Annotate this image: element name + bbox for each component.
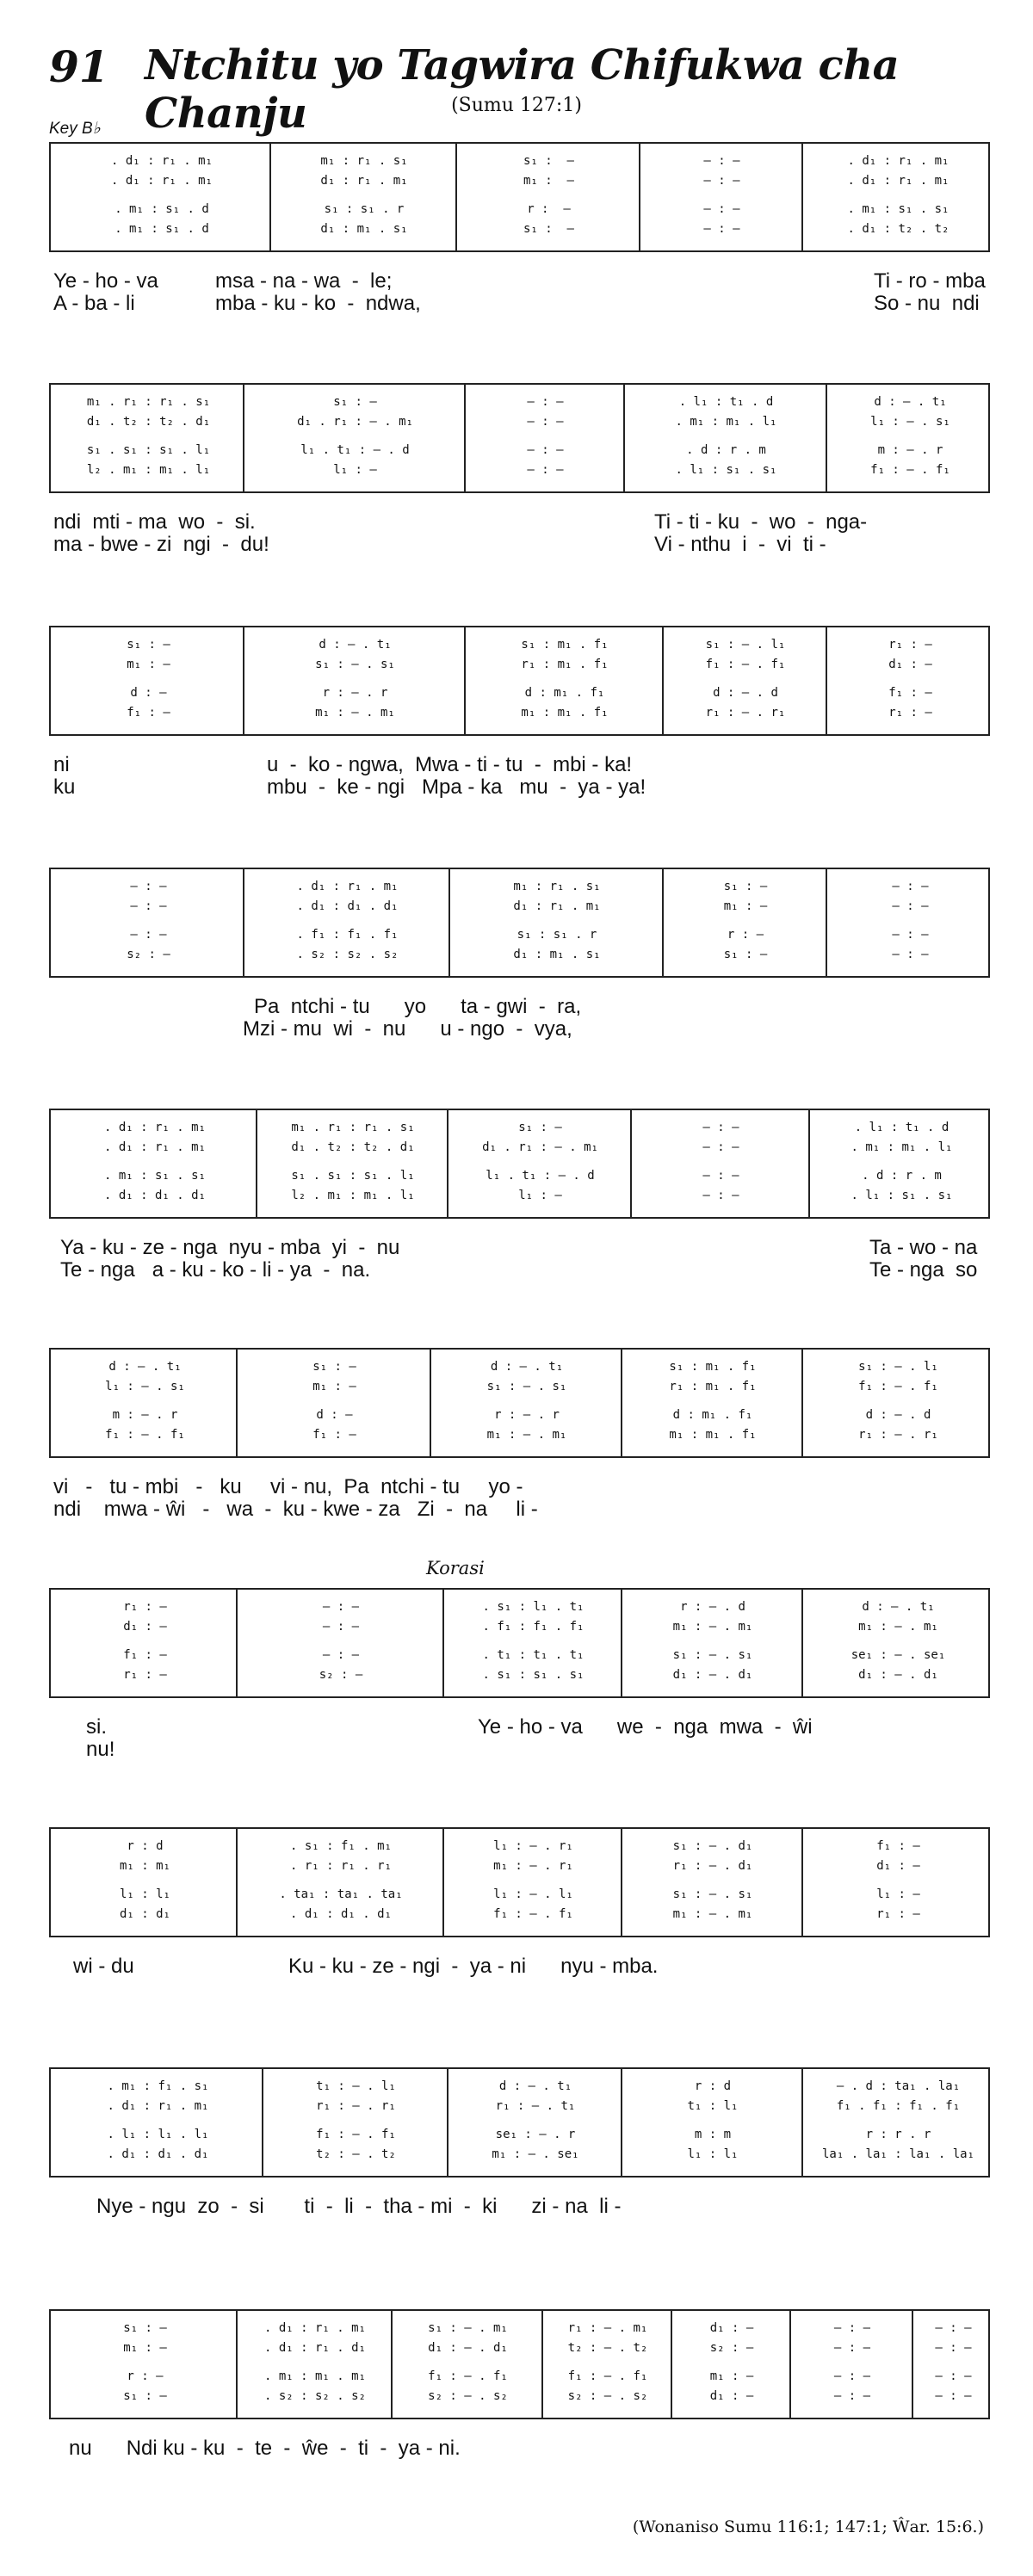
solfa-cell: s₁ : – . l₁	[858, 1360, 938, 1374]
solfa-cell: — : —	[892, 880, 929, 893]
solfa-cell: la₁ . la₁ : la₁ . la₁	[821, 2147, 974, 2161]
solfa-cell: f₁ : – . f₁	[316, 2128, 396, 2141]
solfa-cell: m : m	[694, 2128, 732, 2141]
solfa-cell: — : —	[833, 2341, 871, 2355]
solfa-cell: f₁ : – . f₁	[858, 1380, 938, 1393]
solfa-cell: f₁ : – . f₁	[105, 1428, 185, 1442]
solfa-cell: . m₁ : f₁ . s₁	[107, 2079, 209, 2093]
lyric-line: Ti - ti - ku - wo - nga-	[654, 510, 868, 534]
solfa-cell: — : —	[703, 222, 740, 236]
solfa-cell: . d₁ : t₂ . t₂	[847, 222, 949, 236]
solfa-cell: m₁ : m₁ . f₁	[521, 706, 609, 720]
barline	[243, 869, 244, 976]
solfa-cell: s₁ . s₁ : s₁ . l₁	[86, 443, 211, 457]
korasi-label: Korasi	[426, 1558, 485, 1578]
solfa-cell: s₂ : —	[709, 2341, 754, 2355]
solfa-cell: m₁ : —	[312, 1380, 356, 1393]
solfa-cell: d : m₁ . f₁	[672, 1408, 753, 1422]
solfa-cell: r : r . r	[865, 2128, 931, 2141]
solfa-cell: d : – . t₁	[862, 1600, 935, 1614]
solfa-cell: — : —	[527, 443, 564, 457]
solfa-cell: r₁ : —	[888, 706, 932, 720]
solfa-cell: d : – . d	[865, 1408, 931, 1422]
solfa-cell: m₁ : – . m₁	[672, 1907, 753, 1921]
solfa-cell: m₁ : – . m₁	[315, 706, 395, 720]
solfa-cell: d : —	[316, 1408, 353, 1422]
solfa-cell: r : – . r	[322, 686, 388, 700]
barline	[826, 869, 827, 976]
lyric-line: ma - bwe - zi ngi - du!	[53, 533, 269, 556]
solfa-cell: . m₁ : s₁ . s₁	[103, 1169, 206, 1183]
solfa-cell: f₁ : —	[876, 1839, 920, 1853]
solfa-cell: l₁ : l₁	[119, 1887, 170, 1901]
key-signature: Key B♭	[49, 120, 101, 138]
barline	[236, 1350, 238, 1456]
barline	[541, 2311, 543, 2418]
barline	[236, 2311, 238, 2418]
music-system	[49, 142, 990, 252]
solfa-cell: . d₁ : r₁ . m₁	[110, 174, 213, 188]
solfa-cell: d₁ : —	[709, 2321, 754, 2335]
lyric-line: vi - tu - mbi - ku vi - nu, Pa ntchi - tu yo -	[53, 1475, 523, 1498]
solfa-cell: s₁ : —	[127, 638, 170, 652]
solfa-cell: s₁ : – . m₁	[428, 2321, 508, 2335]
solfa-cell: — : —	[892, 928, 929, 942]
solfa-cell: . d : r . m	[686, 443, 766, 457]
solfa-cell: r₁ : – . m₁	[567, 2321, 648, 2335]
solfa-cell: — : —	[703, 202, 740, 216]
solfa-cell: s₁ . s₁ : s₁ . l₁	[291, 1169, 415, 1183]
solfa-cell: m₁ : – . m₁	[672, 1620, 753, 1634]
lyric-line: Mzi - mu wi - nu u - ngo - vya,	[243, 1017, 572, 1041]
barline	[662, 869, 664, 976]
solfa-cell: s₂ : – . s₂	[428, 2389, 508, 2403]
solfa-cell: se₁ : – . se₁	[851, 1648, 946, 1662]
solfa-cell: . d₁ : r₁ . m₁	[107, 2099, 209, 2113]
solfa-cell: d : – . t₁	[874, 395, 947, 409]
lyric-line: Ye - ho - va	[53, 269, 158, 293]
lyric-line: wi - du	[73, 1955, 134, 1978]
solfa-cell: — : —	[935, 2369, 972, 2383]
solfa-cell: se₁ : – . r	[495, 2128, 576, 2141]
solfa-cell: s₁ : —	[723, 948, 768, 961]
solfa-cell: . l₁ : t₁ . d	[678, 395, 774, 409]
solfa-cell: s₁ : m₁ . f₁	[521, 638, 609, 652]
solfa-cell: s₂ : – . s₂	[567, 2389, 648, 2403]
solfa-cell: d₁ : m₁ . s₁	[513, 948, 601, 961]
barline	[243, 627, 244, 734]
solfa-cell: r₁ : – . r₁	[316, 2099, 396, 2113]
solfa-cell: . m₁ : m₁ . m₁	[263, 2369, 366, 2383]
lyric-line: So - nu ndi	[874, 292, 980, 315]
solfa-cell: s₁ : – . s₁	[315, 658, 395, 671]
barline	[912, 2311, 913, 2418]
solfa-cell: m : – . r	[877, 443, 943, 457]
solfa-cell: l₁ : —	[518, 1189, 562, 1202]
footer-reference: (Wonaniso Sumu 116:1; 147:1; Ŵar. 15:6.)	[632, 2517, 984, 2536]
solfa-cell: r₁ : m₁ . f₁	[521, 658, 609, 671]
barline	[430, 1350, 431, 1456]
solfa-cell: d : – . t₁	[108, 1360, 182, 1374]
solfa-cell: l₁ : – . r₁	[493, 1839, 573, 1853]
solfa-cell: — : —	[130, 928, 167, 942]
solfa-cell: m₁ : r₁ . s₁	[513, 880, 601, 893]
lyric-line: ndi mwa - ŵi - wa - ku - kwe - za Zi - na li -	[53, 1498, 538, 1521]
solfa-cell: — : —	[130, 880, 167, 893]
solfa-cell: s₁ : —	[523, 154, 574, 168]
barline	[448, 869, 450, 976]
solfa-cell: m₁ : – . se₁	[492, 2147, 579, 2161]
barline	[801, 1590, 803, 1696]
solfa-cell: r : —	[527, 202, 571, 216]
solfa-cell: . f₁ : f₁ . f₁	[296, 928, 399, 942]
barline	[442, 1829, 444, 1936]
solfa-cell: d₁ : —	[123, 1620, 167, 1634]
solfa-cell: m₁ : – . m₁	[858, 1620, 938, 1634]
solfa-cell: f₁ : —	[127, 706, 170, 720]
music-system	[49, 383, 990, 493]
barline	[621, 1350, 622, 1456]
music-system	[49, 2067, 990, 2178]
solfa-cell: f₁ : —	[888, 686, 932, 700]
solfa-cell: . d₁ : r₁ . m₁	[110, 154, 213, 168]
solfa-cell: l₁ : —	[333, 463, 377, 477]
lyric-line: ndi mti - ma wo - si.	[53, 510, 256, 534]
solfa-cell: s₁ : – . s₁	[672, 1887, 753, 1901]
solfa-cell: f₁ : – . f₁	[428, 2369, 508, 2383]
solfa-cell: . m₁ : m₁ . l₁	[675, 415, 777, 429]
barline	[621, 1590, 622, 1696]
solfa-cell: — : —	[702, 1189, 739, 1202]
solfa-cell: . d₁ : d₁ . d₁	[296, 899, 399, 913]
solfa-cell: d₁ : —	[888, 658, 932, 671]
lyric-line: Ya - ku - ze - nga nyu - mba yi - nu	[60, 1236, 400, 1259]
solfa-cell: — : —	[703, 174, 740, 188]
lyric-line: ni	[53, 753, 70, 776]
solfa-cell: . f₁ : f₁ . f₁	[482, 1620, 585, 1634]
solfa-cell: — : —	[833, 2389, 871, 2403]
solfa-cell: d : m₁ . f₁	[524, 686, 605, 700]
barline	[801, 1829, 803, 1936]
solfa-cell: d₁ : – . d₁	[672, 1668, 753, 1682]
solfa-cell: r₁ : – . t₁	[495, 2099, 576, 2113]
solfa-cell: — : —	[322, 1620, 360, 1634]
lyric-line: Pa ntchi - tu yo ta - gwi - ra,	[254, 995, 582, 1018]
solfa-cell: r : —	[127, 2369, 164, 2383]
solfa-cell: f₁ . f₁ : f₁ . f₁	[836, 2099, 961, 2113]
solfa-cell: m₁ : – . r₁	[493, 1859, 573, 1873]
solfa-cell: d₁ : – . d₁	[858, 1668, 938, 1682]
solfa-cell: l₂ . m₁ : m₁ . l₁	[291, 1189, 415, 1202]
solfa-cell: f₁ : – . f₁	[493, 1907, 573, 1921]
solfa-cell: . m₁ : s₁ . d	[114, 222, 209, 236]
solfa-cell: l₁ : l₁	[687, 2147, 739, 2161]
lyric-line: Te - nga a - ku - ko - li - ya - na.	[60, 1258, 371, 1282]
solfa-cell: f₁ : – . f₁	[870, 463, 950, 477]
solfa-cell: — : —	[935, 2321, 972, 2335]
solfa-cell: . m₁ : s₁ . d	[114, 202, 209, 216]
barline	[236, 1590, 238, 1696]
solfa-cell: . l₁ : l₁ . l₁	[107, 2128, 209, 2141]
solfa-cell: s₁ : —	[333, 395, 377, 409]
solfa-cell: f₁ : – . f₁	[567, 2369, 648, 2383]
barline	[826, 627, 827, 734]
barline	[391, 2311, 393, 2418]
barline	[630, 1110, 632, 1217]
solfa-cell: s₁ : s₁ . r	[516, 928, 597, 942]
solfa-cell: — : —	[702, 1140, 739, 1154]
solfa-cell: . s₂ : s₂ . s₂	[263, 2389, 366, 2403]
solfa-cell: — : —	[322, 1600, 360, 1614]
solfa-cell: d : – . t₁	[498, 2079, 572, 2093]
solfa-cell: d₁ : —	[876, 1859, 920, 1873]
solfa-cell: . d₁ : r₁ . m₁	[847, 174, 949, 188]
solfa-cell: s₁ : —	[523, 222, 574, 236]
solfa-cell: d₁ : —	[709, 2389, 754, 2403]
lyric-line: nu!	[86, 1738, 115, 1761]
solfa-cell: t₁ : – . l₁	[316, 2079, 396, 2093]
solfa-cell: — : —	[130, 899, 167, 913]
solfa-cell: r₁ : m₁ . f₁	[669, 1380, 757, 1393]
solfa-cell: l₂ . m₁ : m₁ . l₁	[86, 463, 211, 477]
solfa-cell: r₁ : —	[123, 1600, 167, 1614]
lyric-line: Nye - ngu zo - si ti - li - tha - mi - ki zi - na li -	[96, 2195, 622, 2218]
barline	[447, 2069, 448, 2176]
solfa-cell: s₂ : —	[127, 948, 170, 961]
lyric-line: msa - na - wa - le;	[215, 269, 393, 293]
solfa-cell: d₁ . r₁ : – . m₁	[297, 415, 413, 429]
solfa-cell: m₁ . r₁ : r₁ . s₁	[291, 1121, 415, 1134]
barline	[447, 1110, 448, 1217]
solfa-cell: m₁ : m₁	[119, 1859, 170, 1873]
solfa-cell: m₁ : —	[723, 899, 768, 913]
lyric-line: Vi - nthu i - vi ti -	[654, 533, 826, 556]
solfa-cell: s₁ : —	[312, 1360, 356, 1374]
music-system	[49, 2309, 990, 2419]
barline	[621, 1829, 622, 1936]
barline	[801, 144, 803, 250]
solfa-cell: . l₁ : s₁ . s₁	[675, 463, 777, 477]
solfa-cell: r : – . r	[494, 1408, 560, 1422]
solfa-cell: l₁ : – . l₁	[493, 1887, 573, 1901]
lyric-line: ku	[53, 775, 76, 799]
solfa-cell: r₁ : —	[876, 1907, 920, 1921]
solfa-cell: — : —	[935, 2389, 972, 2403]
solfa-cell: . d₁ : r₁ . m₁	[103, 1121, 206, 1134]
solfa-cell: l₁ . t₁ : – . d	[486, 1169, 595, 1183]
solfa-cell: . s₂ : s₂ . s₂	[296, 948, 399, 961]
barline	[621, 2069, 622, 2176]
solfa-cell: s₁ : – . s₁	[486, 1380, 567, 1393]
solfa-cell: d₁ . t₂ : t₂ . d₁	[291, 1140, 415, 1154]
solfa-cell: s₁ : s₁ . r	[324, 202, 405, 216]
solfa-cell: . d₁ : d₁ . d₁	[107, 2147, 209, 2161]
solfa-cell: . m₁ : s₁ . s₁	[847, 202, 949, 216]
solfa-cell: . d₁ : d₁ . d₁	[103, 1189, 206, 1202]
solfa-cell: m₁ : —	[709, 2369, 754, 2383]
barline	[262, 2069, 263, 2176]
solfa-cell: s₁ : – . l₁	[705, 638, 786, 652]
solfa-cell: — : —	[892, 899, 929, 913]
solfa-cell: . r₁ : r₁ . r₁	[289, 1859, 392, 1873]
barline	[789, 2311, 791, 2418]
lyric-line: Ti - ro - mba	[874, 269, 986, 293]
solfa-cell: t₁ : l₁	[687, 2099, 739, 2113]
solfa-cell: . l₁ : t₁ . d	[854, 1121, 949, 1134]
lyric-line: Ta - wo - na	[869, 1236, 978, 1259]
lyric-line: mba - ku - ko - ndwa,	[215, 292, 421, 315]
barline	[671, 2311, 672, 2418]
solfa-cell: d₁ : – . d₁	[428, 2341, 508, 2355]
lyric-line: Ye - ho - va we - nga mwa - ŵi	[478, 1715, 813, 1739]
solfa-cell: . d₁ : r₁ . m₁	[847, 154, 949, 168]
solfa-cell: s₁ : —	[723, 880, 768, 893]
solfa-cell: — : —	[322, 1648, 360, 1662]
solfa-cell: m : – . r	[112, 1408, 178, 1422]
barline	[801, 2069, 803, 2176]
solfa-cell: s₁ : —	[123, 2321, 167, 2335]
solfa-cell: s₁ : – . d₁	[672, 1839, 753, 1853]
solfa-cell: — : —	[527, 415, 564, 429]
barline	[464, 385, 466, 491]
solfa-cell: m₁ : —	[523, 174, 574, 188]
barline	[662, 627, 664, 734]
solfa-cell: f₁ : – . f₁	[705, 658, 786, 671]
lyric-line: si.	[86, 1715, 107, 1739]
solfa-cell: t₂ : – . t₂	[567, 2341, 648, 2355]
barline	[243, 385, 244, 491]
solfa-cell: – . d : ta₁ . la₁	[836, 2079, 961, 2093]
solfa-cell: f₁ : —	[312, 1428, 356, 1442]
music-system	[49, 868, 990, 978]
solfa-cell: . s₁ : l₁ . t₁	[482, 1600, 585, 1614]
lyric-line: u - ko - ngwa, Mwa - ti - tu - mbi - ka!	[267, 753, 633, 776]
solfa-cell: . t₁ : t₁ . t₁	[482, 1648, 585, 1662]
lyric-line: nu Ndi ku - ku - te - ŵe - ti - ya - ni.	[69, 2437, 461, 2460]
solfa-cell: m₁ : —	[123, 2341, 167, 2355]
music-system	[49, 1827, 990, 1937]
solfa-cell: r₁ : – . r₁	[705, 706, 786, 720]
solfa-cell: m₁ : – . m₁	[486, 1428, 567, 1442]
solfa-cell: r : – . d	[680, 1600, 745, 1614]
solfa-cell: d₁ . r₁ : – . m₁	[482, 1140, 598, 1154]
solfa-cell: — : —	[892, 948, 929, 961]
music-system	[49, 1588, 990, 1698]
solfa-cell: . d₁ : r₁ . m₁	[296, 880, 399, 893]
solfa-cell: — : —	[703, 154, 740, 168]
barline	[801, 1350, 803, 1456]
hymn-subtitle: (Sumu 127:1)	[451, 95, 582, 116]
solfa-cell: . d₁ : r₁ . m₁	[263, 2321, 366, 2335]
solfa-cell: d₁ . t₂ : t₂ . d₁	[86, 415, 211, 429]
solfa-cell: d : —	[130, 686, 167, 700]
solfa-cell: r : d	[694, 2079, 732, 2093]
music-system	[49, 1109, 990, 1219]
barline	[464, 627, 466, 734]
solfa-cell: . s₁ : s₁ . s₁	[482, 1668, 585, 1682]
solfa-cell: s₁ : —	[123, 2389, 167, 2403]
lyric-line: Ku - ku - ze - ngi - ya - ni nyu - mba.	[288, 1955, 659, 1978]
hymn-number: 91	[49, 41, 109, 92]
solfa-cell: d₁ : m₁ . s₁	[320, 222, 408, 236]
lyric-line: A - ba - li	[53, 292, 135, 315]
barline	[442, 1590, 444, 1696]
solfa-cell: d₁ : d₁	[119, 1907, 170, 1921]
solfa-cell: — : —	[833, 2369, 871, 2383]
solfa-cell: s₁ : —	[518, 1121, 562, 1134]
solfa-cell: l₁ : —	[876, 1887, 920, 1901]
solfa-cell: m₁ : —	[127, 658, 170, 671]
barline	[808, 1110, 810, 1217]
solfa-cell: — : —	[935, 2341, 972, 2355]
barline	[256, 1110, 257, 1217]
solfa-cell: . d : r . m	[862, 1169, 942, 1183]
solfa-cell: d₁ : r₁ . m₁	[320, 174, 408, 188]
barline	[236, 1829, 238, 1936]
solfa-cell: — : —	[702, 1121, 739, 1134]
solfa-cell: s₂ : —	[319, 1668, 363, 1682]
barline	[623, 385, 625, 491]
solfa-cell: . l₁ : s₁ . s₁	[851, 1189, 953, 1202]
solfa-cell: r₁ : – . d₁	[672, 1859, 753, 1873]
music-system	[49, 626, 990, 736]
lyric-line: Te - nga so	[869, 1258, 978, 1282]
music-system	[49, 1348, 990, 1458]
solfa-cell: d : – . t₁	[319, 638, 392, 652]
solfa-cell: . ta₁ : ta₁ . ta₁	[279, 1887, 403, 1901]
solfa-cell: r₁ : —	[888, 638, 932, 652]
solfa-cell: m₁ . r₁ : r₁ . s₁	[86, 395, 211, 409]
barline	[639, 144, 640, 250]
solfa-cell: . d₁ : r₁ . m₁	[103, 1140, 206, 1154]
solfa-cell: . d₁ : d₁ . d₁	[289, 1907, 392, 1921]
barline	[826, 385, 827, 491]
solfa-cell: — : —	[833, 2321, 871, 2335]
solfa-cell: d : – . d	[713, 686, 778, 700]
solfa-cell: . s₁ : f₁ . m₁	[289, 1839, 392, 1853]
solfa-cell: . m₁ : m₁ . l₁	[851, 1140, 953, 1154]
solfa-cell: l₁ : – . s₁	[105, 1380, 185, 1393]
solfa-cell: m₁ : r₁ . s₁	[320, 154, 408, 168]
solfa-cell: — : —	[527, 463, 564, 477]
solfa-cell: t₂ : – . t₂	[316, 2147, 396, 2161]
solfa-cell: . d₁ : r₁ . d₁	[263, 2341, 366, 2355]
solfa-cell: — : —	[527, 395, 564, 409]
solfa-cell: s₁ : m₁ . f₁	[669, 1360, 757, 1374]
hymn-title: Ntchitu yo Tagwira Chifukwa cha Chanju	[145, 41, 900, 138]
solfa-cell: d : – . t₁	[490, 1360, 564, 1374]
solfa-cell: r : —	[727, 928, 764, 942]
solfa-cell: r₁ : – . r₁	[858, 1428, 938, 1442]
solfa-cell: l₁ : – . s₁	[870, 415, 950, 429]
solfa-cell: r₁ : —	[123, 1668, 167, 1682]
barline	[455, 144, 457, 250]
solfa-cell: s₁ : – . s₁	[672, 1648, 753, 1662]
solfa-cell: r : d	[127, 1839, 164, 1853]
solfa-cell: — : —	[702, 1169, 739, 1183]
barline	[269, 144, 271, 250]
solfa-cell: l₁ . t₁ : – . d	[300, 443, 410, 457]
solfa-cell: m₁ : m₁ . f₁	[669, 1428, 757, 1442]
solfa-cell: d₁ : r₁ . m₁	[513, 899, 601, 913]
lyric-line: mbu - ke - ngi Mpa - ka mu - ya - ya!	[267, 775, 646, 799]
solfa-cell: f₁ : —	[123, 1648, 167, 1662]
